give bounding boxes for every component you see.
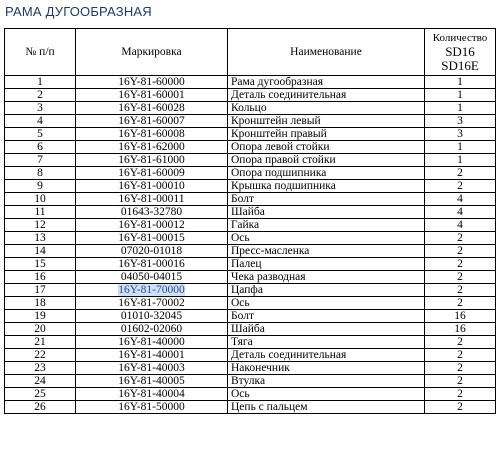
row-qty-cell: 2 <box>425 375 496 388</box>
header-qty-model-1: SD16 <box>445 44 475 59</box>
row-code-cell <box>76 284 228 297</box>
row-qty-cell: 2 <box>425 180 496 193</box>
row-qty-cell: 2 <box>425 362 496 375</box>
row-qty-cell: 1 <box>425 141 496 154</box>
row-code-cell: 16Y-81-00011 <box>76 193 228 206</box>
row-num-cell: 21 <box>5 336 76 349</box>
row-num-cell: 13 <box>5 232 76 245</box>
row-code-cell: 16Y-81-70002 <box>76 297 228 310</box>
row-num-cell: 6 <box>5 141 76 154</box>
table-row <box>5 323 496 336</box>
parts-table <box>4 28 496 414</box>
row-num-cell: 11 <box>5 206 76 219</box>
row-name-cell: Втулка <box>228 375 425 388</box>
header-qty-model-2: SD16E <box>441 58 479 73</box>
row-code-cell: 16Y-81-00015 <box>76 232 228 245</box>
row-qty-cell: 2 <box>425 297 496 310</box>
page-title: РАМА ДУГООБРАЗНАЯ <box>5 4 152 19</box>
row-code-cell: 16Y-81-40005 <box>76 375 228 388</box>
row-code-cell: 16Y-81-60008 <box>76 128 228 141</box>
table-row <box>5 375 496 388</box>
table-row <box>5 297 496 310</box>
header-qty-label: Количество <box>432 32 488 44</box>
row-code-cell: 16Y-81-00016 <box>76 258 228 271</box>
row-qty-cell: 2 <box>425 258 496 271</box>
table-row <box>5 89 496 102</box>
table-row <box>5 102 496 115</box>
table-body <box>5 76 496 414</box>
row-num-cell: 8 <box>5 167 76 180</box>
row-code-cell: 07020-01018 <box>76 245 228 258</box>
table-row <box>5 245 496 258</box>
row-num-cell: 2 <box>5 89 76 102</box>
table-row <box>5 180 496 193</box>
row-code-cell: 16Y-81-60001 <box>76 89 228 102</box>
row-qty-cell: 4 <box>425 193 496 206</box>
row-name-cell: Наконечник <box>228 362 425 375</box>
table-row <box>5 141 496 154</box>
row-qty-cell: 2 <box>425 284 496 297</box>
row-qty-cell: 4 <box>425 206 496 219</box>
row-qty-cell: 2 <box>425 401 496 414</box>
row-code-cell: 01643-32780 <box>76 206 228 219</box>
row-code-cell: 16Y-81-00012 <box>76 219 228 232</box>
table-row <box>5 206 496 219</box>
row-name-cell: Шайба <box>228 323 425 336</box>
row-name-cell: Гайка <box>228 219 425 232</box>
row-num-cell: 3 <box>5 102 76 115</box>
row-qty-cell: 1 <box>425 154 496 167</box>
row-qty-cell: 4 <box>425 219 496 232</box>
table-row <box>5 76 496 89</box>
row-num-cell: 10 <box>5 193 76 206</box>
row-name-cell: Кольцо <box>228 102 425 115</box>
row-name-cell: Цепь с пальцем <box>228 401 425 414</box>
row-name-cell: Опора правой стойки <box>228 154 425 167</box>
table-row <box>5 258 496 271</box>
header-name: Наименование <box>228 29 425 76</box>
row-name-cell: Чека разводная <box>228 271 425 284</box>
row-qty-cell: 2 <box>425 336 496 349</box>
row-code-cell: 16Y-81-40004 <box>76 388 228 401</box>
row-num-cell: 7 <box>5 154 76 167</box>
row-num-cell: 17 <box>5 284 76 297</box>
row-num-cell: 24 <box>5 375 76 388</box>
table-row <box>5 362 496 375</box>
row-qty-cell: 16 <box>425 323 496 336</box>
row-num-cell: 14 <box>5 245 76 258</box>
row-num-cell: 4 <box>5 115 76 128</box>
row-code-cell: 16Y-81-00010 <box>76 180 228 193</box>
row-qty-cell: 3 <box>425 115 496 128</box>
header-num: № п/п <box>5 29 76 76</box>
row-qty-cell: 16 <box>425 310 496 323</box>
table-row <box>5 271 496 284</box>
table-row <box>5 349 496 362</box>
row-qty-cell: 3 <box>425 128 496 141</box>
row-qty-cell: 1 <box>425 89 496 102</box>
row-name-cell: Кронштейн левый <box>228 115 425 128</box>
table-row <box>5 115 496 128</box>
row-num-cell: 26 <box>5 401 76 414</box>
row-name-cell: Палец <box>228 258 425 271</box>
row-num-cell: 5 <box>5 128 76 141</box>
header-qty <box>425 29 496 76</box>
row-code-cell: 01010-32045 <box>76 310 228 323</box>
table-row <box>5 284 496 297</box>
row-code-cell: 16Y-81-40000 <box>76 336 228 349</box>
row-num-cell: 25 <box>5 388 76 401</box>
row-code-cell: 04050-04015 <box>76 271 228 284</box>
row-code-cell: 16Y-81-40001 <box>76 349 228 362</box>
row-code-cell: 16Y-81-60009 <box>76 167 228 180</box>
row-qty-cell: 1 <box>425 102 496 115</box>
table-row <box>5 167 496 180</box>
row-code-cell: 16Y-81-60000 <box>76 76 228 89</box>
row-name-cell: Опора подшипника <box>228 167 425 180</box>
table-row <box>5 336 496 349</box>
row-name-cell: Опора левой стойки <box>228 141 425 154</box>
row-name-cell: Цапфа <box>228 284 425 297</box>
row-name-cell: Деталь соединительная <box>228 89 425 102</box>
row-num-cell: 22 <box>5 349 76 362</box>
row-name-cell: Ось <box>228 388 425 401</box>
row-num-cell: 23 <box>5 362 76 375</box>
row-name-cell: Тяга <box>228 336 425 349</box>
row-name-cell: Ось <box>228 232 425 245</box>
row-name-cell: Крышка подшипника <box>228 180 425 193</box>
row-num-cell: 16 <box>5 271 76 284</box>
row-qty-cell: 2 <box>425 388 496 401</box>
row-name-cell: Болт <box>228 310 425 323</box>
row-num-cell: 15 <box>5 258 76 271</box>
row-qty-cell: 1 <box>425 76 496 89</box>
row-num-cell: 19 <box>5 310 76 323</box>
table-row <box>5 128 496 141</box>
row-num-cell: 9 <box>5 180 76 193</box>
selected-code-text[interactable]: 16Y-81-70000 <box>118 283 185 296</box>
row-code-cell: 16Y-81-60028 <box>76 102 228 115</box>
table-row <box>5 193 496 206</box>
table-row <box>5 401 496 414</box>
row-code-cell: 16Y-81-61000 <box>76 154 228 167</box>
table-row <box>5 219 496 232</box>
row-qty-cell: 2 <box>425 167 496 180</box>
row-code-cell: 01602-02060 <box>76 323 228 336</box>
table-row <box>5 154 496 167</box>
table-row <box>5 310 496 323</box>
row-code-cell: 16Y-81-50000 <box>76 401 228 414</box>
row-name-cell: Пресс-масленка <box>228 245 425 258</box>
row-name-cell: Деталь соединительная <box>228 349 425 362</box>
row-qty-cell: 2 <box>425 232 496 245</box>
row-num-cell: 12 <box>5 219 76 232</box>
table-row <box>5 388 496 401</box>
row-qty-cell: 2 <box>425 349 496 362</box>
header-code: Маркировка <box>76 29 228 76</box>
row-name-cell: Рама дугообразная <box>228 76 425 89</box>
row-num-cell: 18 <box>5 297 76 310</box>
row-code-cell: 16Y-81-40003 <box>76 362 228 375</box>
table-row <box>5 232 496 245</box>
row-qty-cell: 2 <box>425 245 496 258</box>
row-code-cell: 16Y-81-60007 <box>76 115 228 128</box>
row-name-cell: Болт <box>228 193 425 206</box>
table-header <box>5 29 496 76</box>
row-num-cell: 1 <box>5 76 76 89</box>
row-code-cell: 16Y-81-62000 <box>76 141 228 154</box>
row-num-cell: 20 <box>5 323 76 336</box>
header-row <box>5 29 496 76</box>
row-name-cell: Ось <box>228 297 425 310</box>
row-name-cell: Шайба <box>228 206 425 219</box>
row-qty-cell: 2 <box>425 271 496 284</box>
row-name-cell: Кронштейн правый <box>228 128 425 141</box>
